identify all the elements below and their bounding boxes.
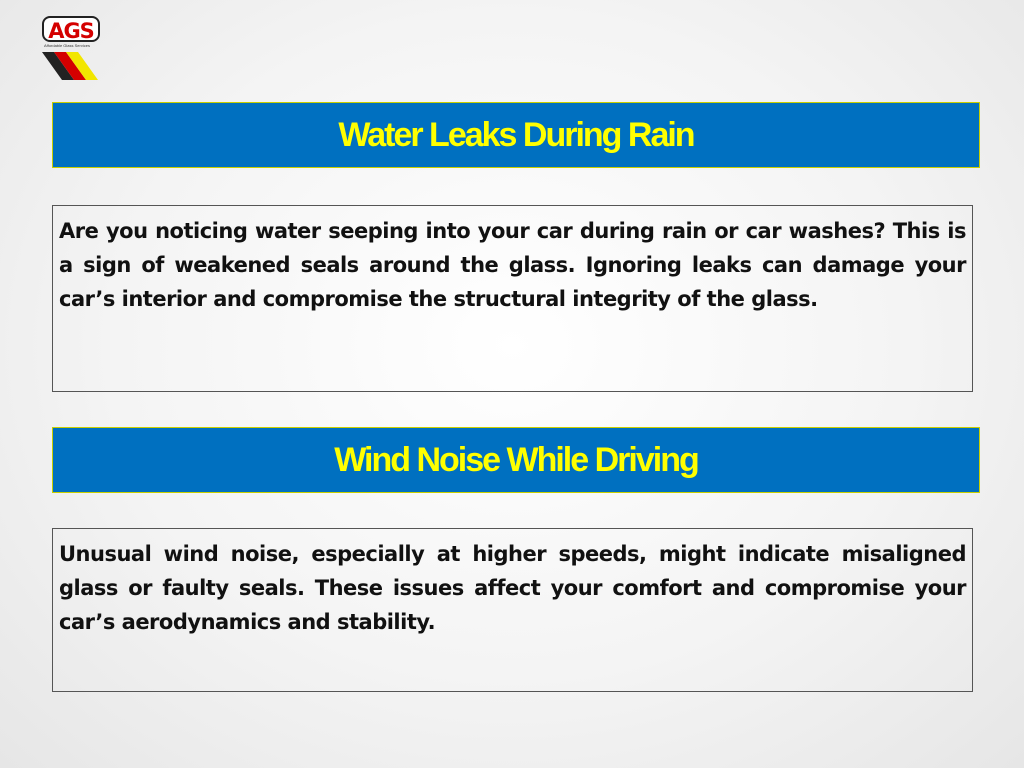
section-2-textbox [52,528,973,692]
section-2-title-banner [52,427,980,493]
section-1-textbox [52,205,973,392]
section-2-title: Wind Noise While Driving [334,440,698,479]
logo-tagline: Affordable Glass Services [44,43,90,48]
section-1-title-banner [52,102,980,168]
logo-text: AGS [42,16,100,42]
section-1-title: Water Leaks During Rain [338,115,694,154]
section-1-body: Are you noticing water seeping into your car during rain or car washes? This is a sign of weakened seals around the glass. Ignoring leaks can damage your car’s interior and compromise the structural integrity of the glass. [59,219,966,311]
company-logo [40,14,102,80]
section-2-body: Unusual wind noise, especially at higher speeds, might indicate misaligned glass or faulty seals. These issues affect your comfort and compromise your car’s aerodynamics and stability. [59,542,966,634]
